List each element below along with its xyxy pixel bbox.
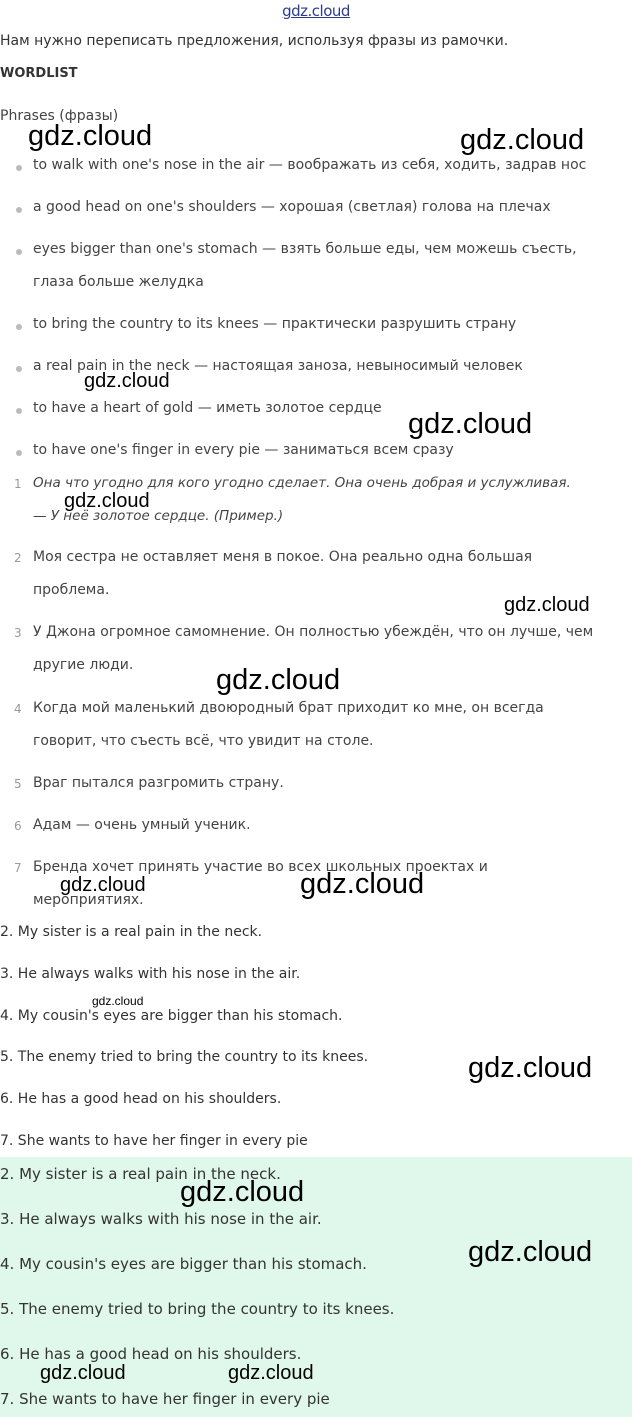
- exercise-text: Бренда хочет принять участие во всех школьных проектах и: [33, 859, 488, 875]
- watermark: gdz.cloud: [180, 1176, 305, 1208]
- task-instruction: Нам нужно переписать предложения, используя фразы из рамочки.: [0, 33, 509, 49]
- answer-line: 2. My sister is a real pain in the neck.: [0, 924, 263, 940]
- phrase-item: to bring the country to its knees — практически разрушить страну: [33, 316, 517, 332]
- watermark: gdz.cloud: [300, 868, 425, 900]
- exercise-number: 3: [14, 626, 22, 640]
- highlighted-answer-line: 3. He always walks with his nose in the air.: [0, 1210, 322, 1228]
- watermark: gdz.cloud: [468, 1236, 593, 1268]
- highlighted-answer-line: 5. The enemy tried to bring the country to its knees.: [0, 1300, 395, 1318]
- phrase-item: a real pain in the neck — настоящая заноза, невыносимый человек: [33, 358, 523, 374]
- exercise-text: Когда мой маленький двоюродный брат приходит ко мне, он всегда: [33, 700, 544, 716]
- exercise-text: мероприятиях.: [33, 892, 144, 908]
- watermark: gdz.cloud: [460, 124, 585, 156]
- watermark: gdz.cloud: [228, 1362, 314, 1384]
- exercise-text: Моя сестра не оставляет меня в покое. Она реально одна большая: [33, 549, 533, 565]
- exercise-text: проблема.: [33, 582, 110, 598]
- watermark: gdz.cloud: [92, 994, 144, 1008]
- highlighted-answer-line: 2. My sister is a real pain in the neck.: [0, 1165, 281, 1183]
- watermark: gdz.cloud: [40, 1362, 126, 1384]
- phrase-item: to walk with one's nose in the air — воображать из себя, ходить, задрав нос: [33, 157, 587, 173]
- highlighted-answer-line: 4. My cousin's eyes are bigger than his stomach.: [0, 1255, 367, 1273]
- phrase-item: a good head on one's shoulders — хорошая (светлая) голова на плечах: [33, 199, 551, 215]
- phrase-item: to have one's finger in every pie — заниматься всем сразу: [33, 442, 454, 458]
- answer-line: 3. He always walks with his nose in the air.: [0, 966, 301, 982]
- bullet-dot: [16, 408, 22, 414]
- exercise-number: 7: [14, 861, 22, 875]
- answer-line: 4. My cousin's eyes are bigger than his stomach.: [0, 1008, 343, 1024]
- watermark: gdz.cloud: [64, 490, 150, 512]
- exercise-number: 1: [14, 477, 22, 491]
- exercise-text: другие люди.: [33, 657, 134, 673]
- exercise-text: — У неё золотое сердце. (Пример.): [33, 508, 284, 524]
- bullet-dot: [16, 165, 22, 171]
- watermark: gdz.cloud: [60, 874, 146, 896]
- bullet-dot: [16, 207, 22, 213]
- highlighted-answer-line: 6. He has a good head on his shoulders.: [0, 1345, 302, 1363]
- exercise-text: Адам — очень умный ученик.: [33, 817, 251, 833]
- exercise-text: Враг пытался разгромить страну.: [33, 775, 284, 791]
- answer-line: 7. She wants to have her finger in every pie: [0, 1133, 308, 1149]
- answer-line: 6. He has a good head on his shoulders.: [0, 1091, 282, 1107]
- phrase-item-continuation: глаза больше желудка: [33, 274, 204, 290]
- watermark: gdz.cloud: [408, 408, 533, 440]
- wordlist-heading: WORDLIST: [0, 66, 78, 81]
- exercise-number: 4: [14, 702, 22, 716]
- watermark: gdz.cloud: [216, 664, 341, 696]
- bullet-dot: [16, 366, 22, 372]
- phrases-heading: Phrases (фразы): [0, 108, 119, 124]
- watermark: gdz.cloud: [28, 120, 153, 152]
- phrase-item: eyes bigger than one's stomach — взять больше еды, чем можешь съесть,: [33, 241, 577, 257]
- bullet-dot: [16, 450, 22, 456]
- bullet-dot: [16, 249, 22, 255]
- watermark: gdz.cloud: [84, 370, 170, 392]
- exercise-number: 5: [14, 777, 22, 791]
- bullet-dot: [16, 324, 22, 330]
- exercise-number: 6: [14, 819, 22, 833]
- answer-line: 5. The enemy tried to bring the country to its knees.: [0, 1049, 369, 1065]
- site-brand-link[interactable]: gdz.cloud: [282, 2, 350, 20]
- watermark: gdz.cloud: [468, 1052, 593, 1084]
- watermark: gdz.cloud: [504, 594, 590, 616]
- phrase-item: to have a heart of gold — иметь золотое сердце: [33, 400, 382, 416]
- exercise-text: Она что угодно для кого угодно сделает. Она очень добрая и услужливая.: [33, 475, 571, 491]
- exercise-text: говорит, что съесть всё, что увидит на столе.: [33, 733, 374, 749]
- exercise-text: У Джона огромное самомнение. Он полностью убеждён, что он лучше, чем: [33, 624, 594, 640]
- exercise-number: 2: [14, 551, 22, 565]
- highlighted-answer-line: 7. She wants to have her finger in every pie: [0, 1390, 330, 1408]
